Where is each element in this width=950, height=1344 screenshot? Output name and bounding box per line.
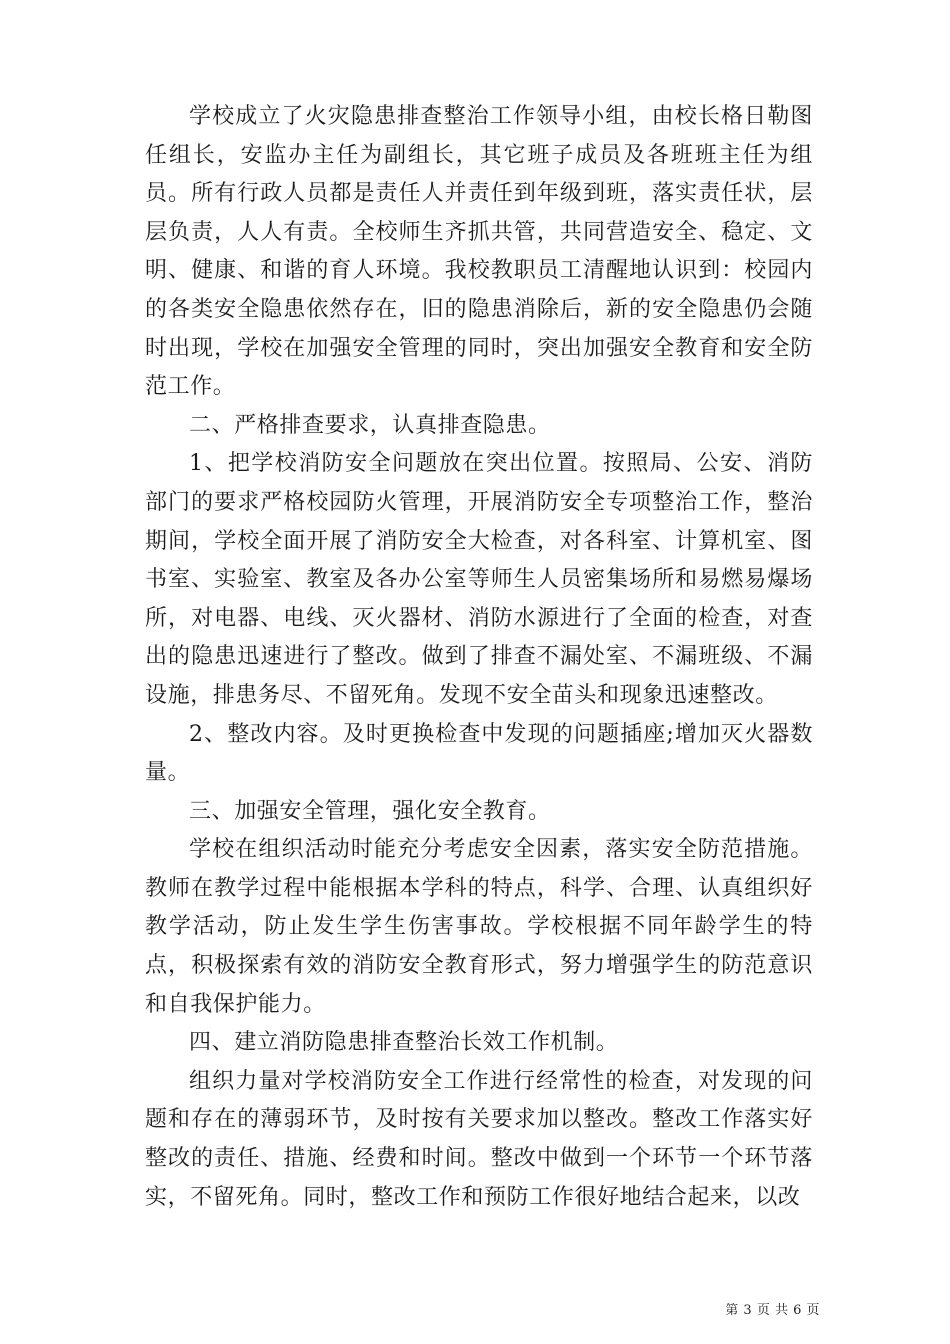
paragraph-item-two: 2、整改内容。及时更换检查中发现的问题插座;增加灭火器数量。: [145, 721, 813, 786]
paragraph-mechanism: 组织力量对学校消防安全工作进行经常性的检查，对发现的问题和存在的薄弱环节，及时按有关要求加以整改。整改工作落实好整改的责任、措施、经费和时间。整改中做到一个环节一个环节落实，不留死角。同时，整改工作和预防工作很好地结合起来，以改: [145, 1068, 813, 1210]
paragraph-safety-education: 学校在组织活动时能充分考虑安全因素，落实安全防范措施。教师在教学过程中能根据本学科的特点，科学、合理、认真组织好教学活动，防止发生学生伤害事故。学校根据不同年龄学生的特点，积极探索有效的消防安全教育形式，努力增强学生的防范意识和自我保护能力。: [145, 837, 813, 1017]
heading-section-four: 四、建立消防隐患排查整治长效工作机制。: [189, 1030, 619, 1056]
paragraph-item-one: 1、把学校消防安全问题放在突出位置。按照局、公安、消防部门的要求严格校园防火管理，开展消防安全专项整治工作，整治期间，学校全面开展了消防安全大检查，对各科室、计算机室、图书室、实验室、教室及各办公室等师生人员密集场所和易燃易爆场所，对电器、电线、灭火器材、消防水源进行了全面的检查，对查出的隐患迅速进行了整改。做到了排查不漏处室、不漏班级、不漏设施，排患务尽、不留死角。发现不安全苗头和现象迅速整改。: [145, 451, 813, 708]
page-number-footer: 第 3 页 共 6 页: [725, 1303, 820, 1318]
heading-section-two: 二、严格排查要求，认真排查隐患。: [189, 412, 551, 438]
heading-section-three: 三、加强安全管理，强化安全教育。: [189, 798, 551, 824]
paragraph-leadership-group: 学校成立了火灾隐患排查整治工作领导小组，由校长格日勒图任组长，安监办主任为副组长，其它班子成员及各班班主任为组员。所有行政人员都是责任人并责任到年级到班，落实责任状，层层负责，人人有责。全校师生齐抓共管，共同营造安全、稳定、文明、健康、和谐的育人环境。我校教职员工清醒地认识到：校园内的各类安全隐患依然存在，旧的隐患消除后，新的安全隐患仍会随时出现，学校在加强安全管理的同时，突出加强安全教育和安全防范工作。: [145, 104, 813, 400]
document-body: [145, 98, 813, 1217]
